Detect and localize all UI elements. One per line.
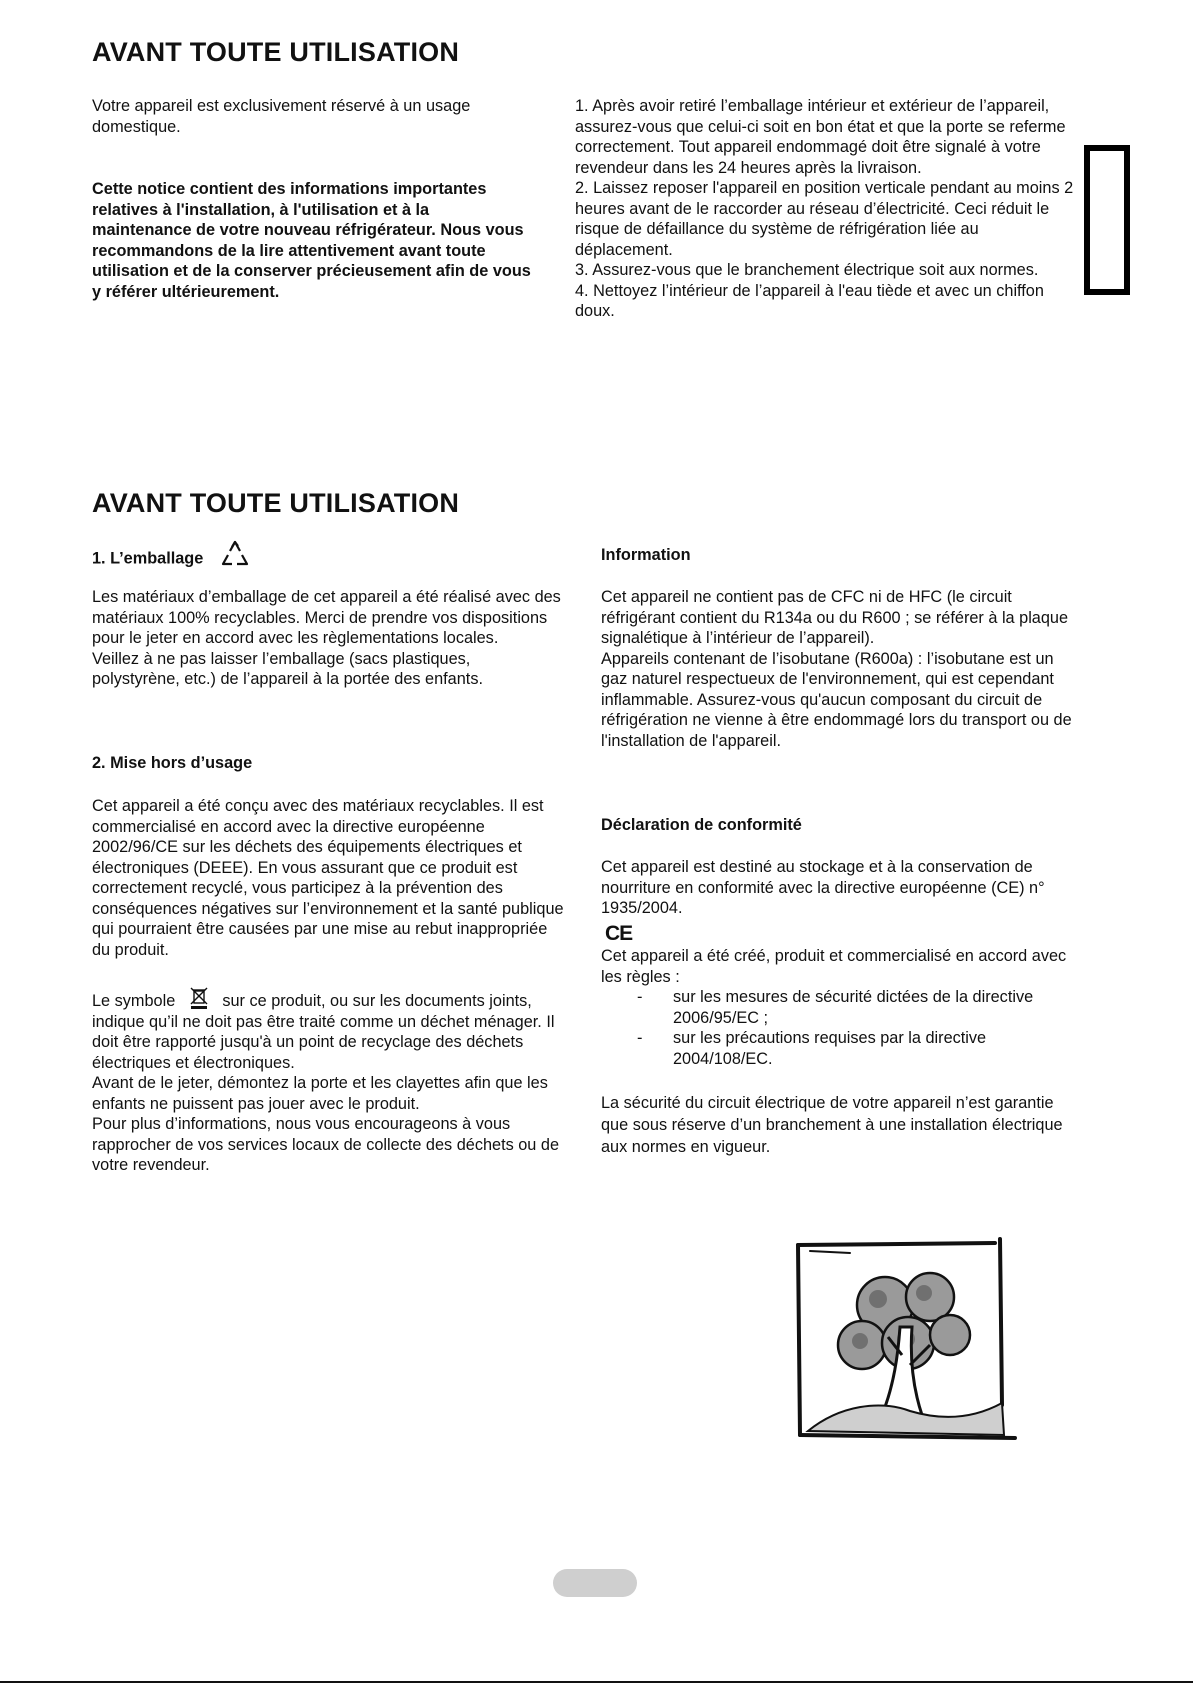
packaging-text: Les matériaux d’emballage de cet appareil a été réalisé avec des matériaux 100% recyclables. Merci de prendre vos dispositions pour le jeter en accord avec les règlementations locales. Veillez à ne pas laisser l’emballage (sacs plastiques, polystyrène, etc.) de l’appareil à la portée des enfants. <box>92 588 561 688</box>
language-tab-marker <box>1084 145 1130 295</box>
conformity-heading: Déclaration de conformité <box>601 816 802 834</box>
list-item: - sur les mesures de sécurité dictées de la directive 2006/95/EC ; <box>637 988 1034 1027</box>
tree-eco-illustration <box>790 1235 1020 1445</box>
bottom-rule <box>0 1681 1193 1683</box>
section1-title: AVANT TOUTE UTILISATION <box>92 37 460 67</box>
recycle-icon <box>218 537 254 573</box>
packaging-heading: 1. L’emballage <box>92 545 254 573</box>
disposal-heading: 2. Mise hors d’usage <box>92 754 253 772</box>
setup-steps <box>575 96 1075 322</box>
intro-text: Votre appareil est exclusivement réservé à un usage domestique. <box>92 97 471 136</box>
page-number-pill <box>553 1569 637 1597</box>
conformity-text-2: Cet appareil a été créé, produit et commercialisé en accord avec les règles : - sur les mesures de sécurité dictées de la directive 2006/95/EC ; - sur les précautions requises par la directive 2004/108/EC. <box>601 946 1081 1069</box>
setup-step: 1. Après avoir retiré l’emballage intérieur et extérieur de l’appareil, assurez-vous que celui-ci soit en bon état et que la porte se referme correctement. Tout appareil endommagé doit être signalé à votre revendeur dans les 24 heures après la livraison. <box>575 97 1066 177</box>
crossed-bin-icon <box>188 986 210 1010</box>
setup-step: 4. Nettoyez l’intérieur de l’appareil à l'eau tiède et avec un chiffon doux. <box>575 281 1044 320</box>
conformity-text-1: Cet appareil est destiné au stockage et à la conservation de nourriture en conformité avec la directive européenne (CE) n° 1935/2004. <box>601 858 1045 917</box>
section2-title: AVANT TOUTE UTILISATION <box>92 488 460 518</box>
information-heading: Information <box>601 546 691 564</box>
directive-list <box>601 987 1081 1069</box>
disposal-text-1: Cet appareil a été conçu avec des matériaux recyclables. Il est commercialisé en accord avec la directive européenne 2002/96/CE sur les déchets des équipements électriques et électroniques (DEEE). En vous assurant que ce produit est correctement recyclé, vous participez à la prévention des conséquences négatives sur l’environnement et la santé publique qui pourraient être causées par une mise au rebut inappropriée du produit. <box>92 797 564 959</box>
setup-step: 3. Assurez-vous que le branchement électrique soit aux normes. <box>575 261 1039 279</box>
setup-step: 2. Laissez reposer l'appareil en position verticale pendant au moins 2 heures avant de le raccorder au réseau d’électricité. Ceci réduit le risque de défaillance du système de réfrigération liée au déplacement. <box>575 179 1074 259</box>
disposal-text-2: Le symbole sur ce produit, ou sur les documents joints, indique qu’il ne doit pas être traité comme un déchet ménager. Il doit être rapporté jusqu'à un point de recyclage des déchets électriques et électroniques. Avant de le jeter, démontez la porte et les clayettes afin que les enfants ne puissent pas jouer avec le produit. Pour plus d’informations, nous vous encourageons à vous rapprocher de vos services locaux de collecte des déchets ou de votre revendeur. <box>92 986 568 1176</box>
ce-mark-icon: CE <box>605 922 633 945</box>
notice-text: Cette notice contient des informations importantes relatives à l'installation, à l'utilisation et à la maintenance de votre nouveau réfrigérateur. Nous vous recommandons de la lire attentivement avant toute utilisation et de la conserver précieusement afin de vous y référer ultérieurement. <box>92 180 531 301</box>
conformity-text-3: La sécurité du circuit électrique de votre appareil n’est garantie que sous réserve d’un branchement à une installation électrique aux normes en vigueur. <box>601 1094 1063 1156</box>
information-text: Cet appareil ne contient pas de CFC ni de HFC (le circuit réfrigérant contient du R134a ou du R600 ; se référer à la plaque signalétique à l’intérieur de l’appareil). Appareils contenant de l’isobutane (R600a) : l’isobutane est un gaz naturel respectueux de l'environnement, qui est cependant inflammable. Assurez-vous qu'aucun composant du circuit de réfrigération ne vienne à être endommagé lors du transport ou de l'installation de l'appareil. <box>601 588 1072 750</box>
list-item: - sur les précautions requises par la directive 2004/108/EC. <box>637 1029 987 1068</box>
